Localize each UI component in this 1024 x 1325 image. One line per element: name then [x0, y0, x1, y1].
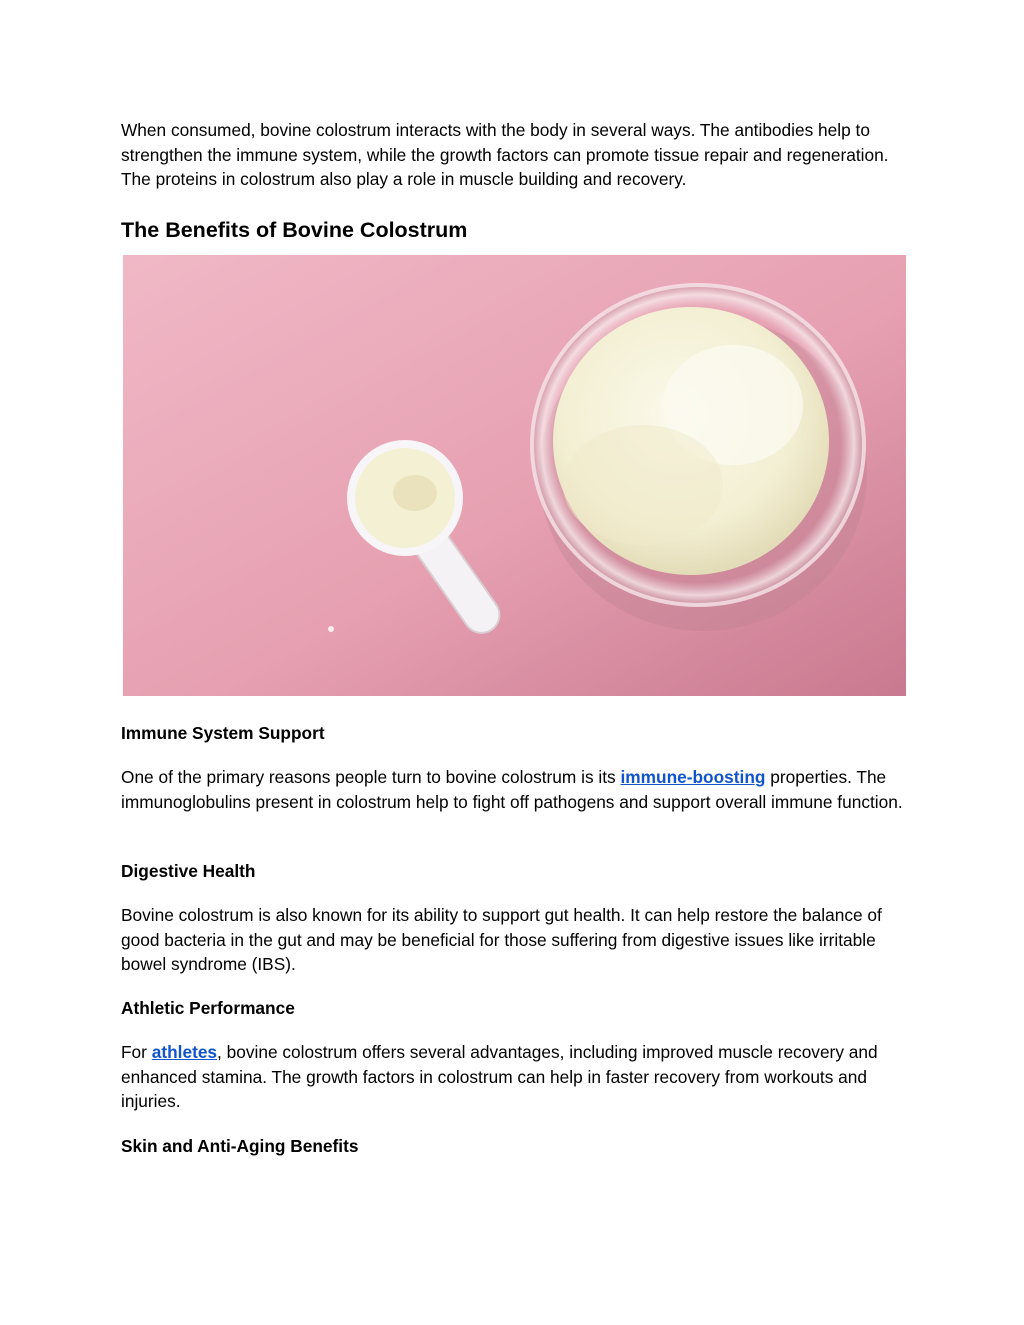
- intro-paragraph: When consumed, bovine colostrum interacts with the body in several ways. The antibodies help to strengthen the immune system, while the growth factors can promote tissue repair and regeneration. The proteins in colostrum also play a role in muscle building and recovery.: [121, 120, 889, 189]
- immune-heading: Immune System Support: [121, 723, 325, 743]
- athletic-text-after: , bovine colostrum offers several advantages, including improved muscle recovery and enhanced stamina. The growth factors in colostrum can help in faster recovery from workouts and injuries.: [121, 1042, 878, 1111]
- document-page: [121, 118, 911, 1156]
- skin-heading: Skin and Anti-Aging Benefits: [121, 1136, 359, 1156]
- athletes-link[interactable]: athletes: [151, 1042, 218, 1062]
- section-heading: The Benefits of Bovine Colostrum: [121, 218, 468, 242]
- athletic-heading: Athletic Performance: [121, 998, 295, 1018]
- glass-bowl-shape: [532, 285, 867, 631]
- colostrum-powder-photo: [123, 255, 906, 696]
- digestive-heading: Digestive Health: [121, 861, 256, 881]
- immune-boosting-link[interactable]: immune-boosting: [620, 767, 766, 787]
- immune-paragraph: [121, 765, 911, 814]
- immune-text-after: properties. The immunoglobulins present in colostrum help to fight off pathogens and support overall immune function.: [121, 767, 903, 812]
- athletic-text-before: For: [121, 1042, 152, 1062]
- athletic-paragraph: [121, 1040, 911, 1114]
- digestive-paragraph: Bovine colostrum is also known for its ability to support gut health. It can help restore the balance of good bacteria in the gut and may be beneficial for those suffering from digestive issues like irritable bowel syndrome (IBS).: [121, 905, 882, 974]
- immune-text-before: One of the primary reasons people turn to bovine colostrum is its: [121, 767, 621, 787]
